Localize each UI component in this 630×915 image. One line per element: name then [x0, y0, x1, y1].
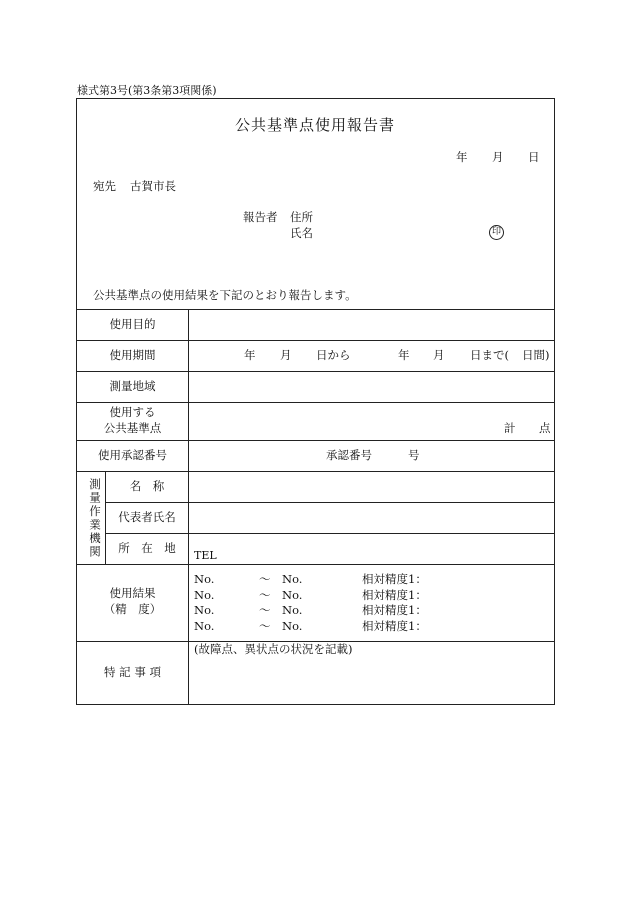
approval-number-prefix: 承認番号 [326, 448, 372, 462]
rule-points-top [76, 402, 555, 403]
purpose-label: 使用目的 [109, 317, 156, 331]
reporter-address-label: 住所 [290, 210, 313, 224]
points-label-line1: 使用する [109, 405, 156, 419]
result-tilde: 〜 [259, 572, 271, 586]
result-no-to: No. [282, 572, 303, 586]
result-tilde: 〜 [259, 588, 271, 602]
results-label-line1: 使用結果 [109, 586, 156, 600]
agency-tel-label: TEL [194, 549, 217, 562]
approval-label: 使用承認番号 [98, 448, 167, 462]
period-to-month: 月 [433, 348, 445, 362]
rule-period-top [76, 340, 555, 341]
result-accuracy: 相対精度1： [362, 603, 427, 617]
agency-group-label: 測量作業機関 [88, 478, 102, 559]
period-to-year: 年 [398, 348, 410, 362]
rule-results-top [76, 564, 555, 565]
results-label-line2: （精 度） [103, 602, 162, 616]
form-title: 公共基準点使用報告書 [234, 116, 395, 134]
date-day: 日 [528, 150, 540, 164]
approval-number-suffix: 号 [408, 448, 420, 462]
addressee: 古賀市長 [130, 179, 176, 193]
rule-purpose-top [76, 309, 555, 310]
result-no-to: No. [282, 588, 303, 602]
points-label-line2: 公共基準点 [103, 421, 162, 435]
period-from-day: 日から [316, 348, 351, 362]
result-accuracy: 相対精度1： [362, 588, 427, 602]
period-days: 日間) [522, 348, 550, 362]
result-no-from: No. [194, 619, 215, 633]
report-statement: 公共基準点の使用結果を下記のとおり報告します。 [93, 288, 357, 302]
result-no-from: No. [194, 588, 215, 602]
addressee-label: 宛先 [93, 179, 116, 193]
rule-label-column [188, 309, 189, 705]
form-number: 様式第3号(第3条第3項関係) [77, 84, 217, 97]
date-month: 月 [492, 150, 504, 164]
points-unit: 点 [539, 421, 551, 435]
seal-char: 印 [491, 227, 501, 237]
reporter-label: 報告者 [243, 210, 278, 224]
remarks-label: 特 記 事 項 [104, 665, 161, 679]
period-from-year: 年 [244, 348, 256, 362]
rule-agency-addr-top [105, 533, 555, 534]
agency-name-label: 名 称 [129, 479, 165, 493]
remarks-hint: (故障点、異状点の状況を記載) [194, 642, 353, 656]
agency-rep-label: 代表者氏名 [118, 510, 176, 524]
result-accuracy: 相対精度1： [362, 572, 427, 586]
result-no-from: No. [194, 603, 215, 617]
reporter-name-label: 氏名 [290, 226, 313, 240]
period-label: 使用期間 [109, 348, 156, 362]
result-accuracy: 相対精度1： [362, 619, 427, 633]
seal-mark-icon [489, 225, 504, 240]
area-label: 測量地域 [109, 379, 156, 393]
result-tilde: 〜 [259, 619, 271, 633]
agency-addr-label: 所 在 地 [118, 541, 176, 555]
rule-agency-rep-top [105, 502, 555, 503]
result-no-to: No. [282, 603, 303, 617]
points-total-label: 計 [504, 421, 516, 435]
result-no-to: No. [282, 619, 303, 633]
rule-area-top [76, 371, 555, 372]
result-tilde: 〜 [259, 603, 271, 617]
result-no-from: No. [194, 572, 215, 586]
rule-approval-top [76, 440, 555, 441]
rule-agency-top [76, 471, 555, 472]
period-to-day: 日まで( [470, 348, 509, 362]
period-from-month: 月 [280, 348, 292, 362]
date-year: 年 [456, 150, 468, 164]
